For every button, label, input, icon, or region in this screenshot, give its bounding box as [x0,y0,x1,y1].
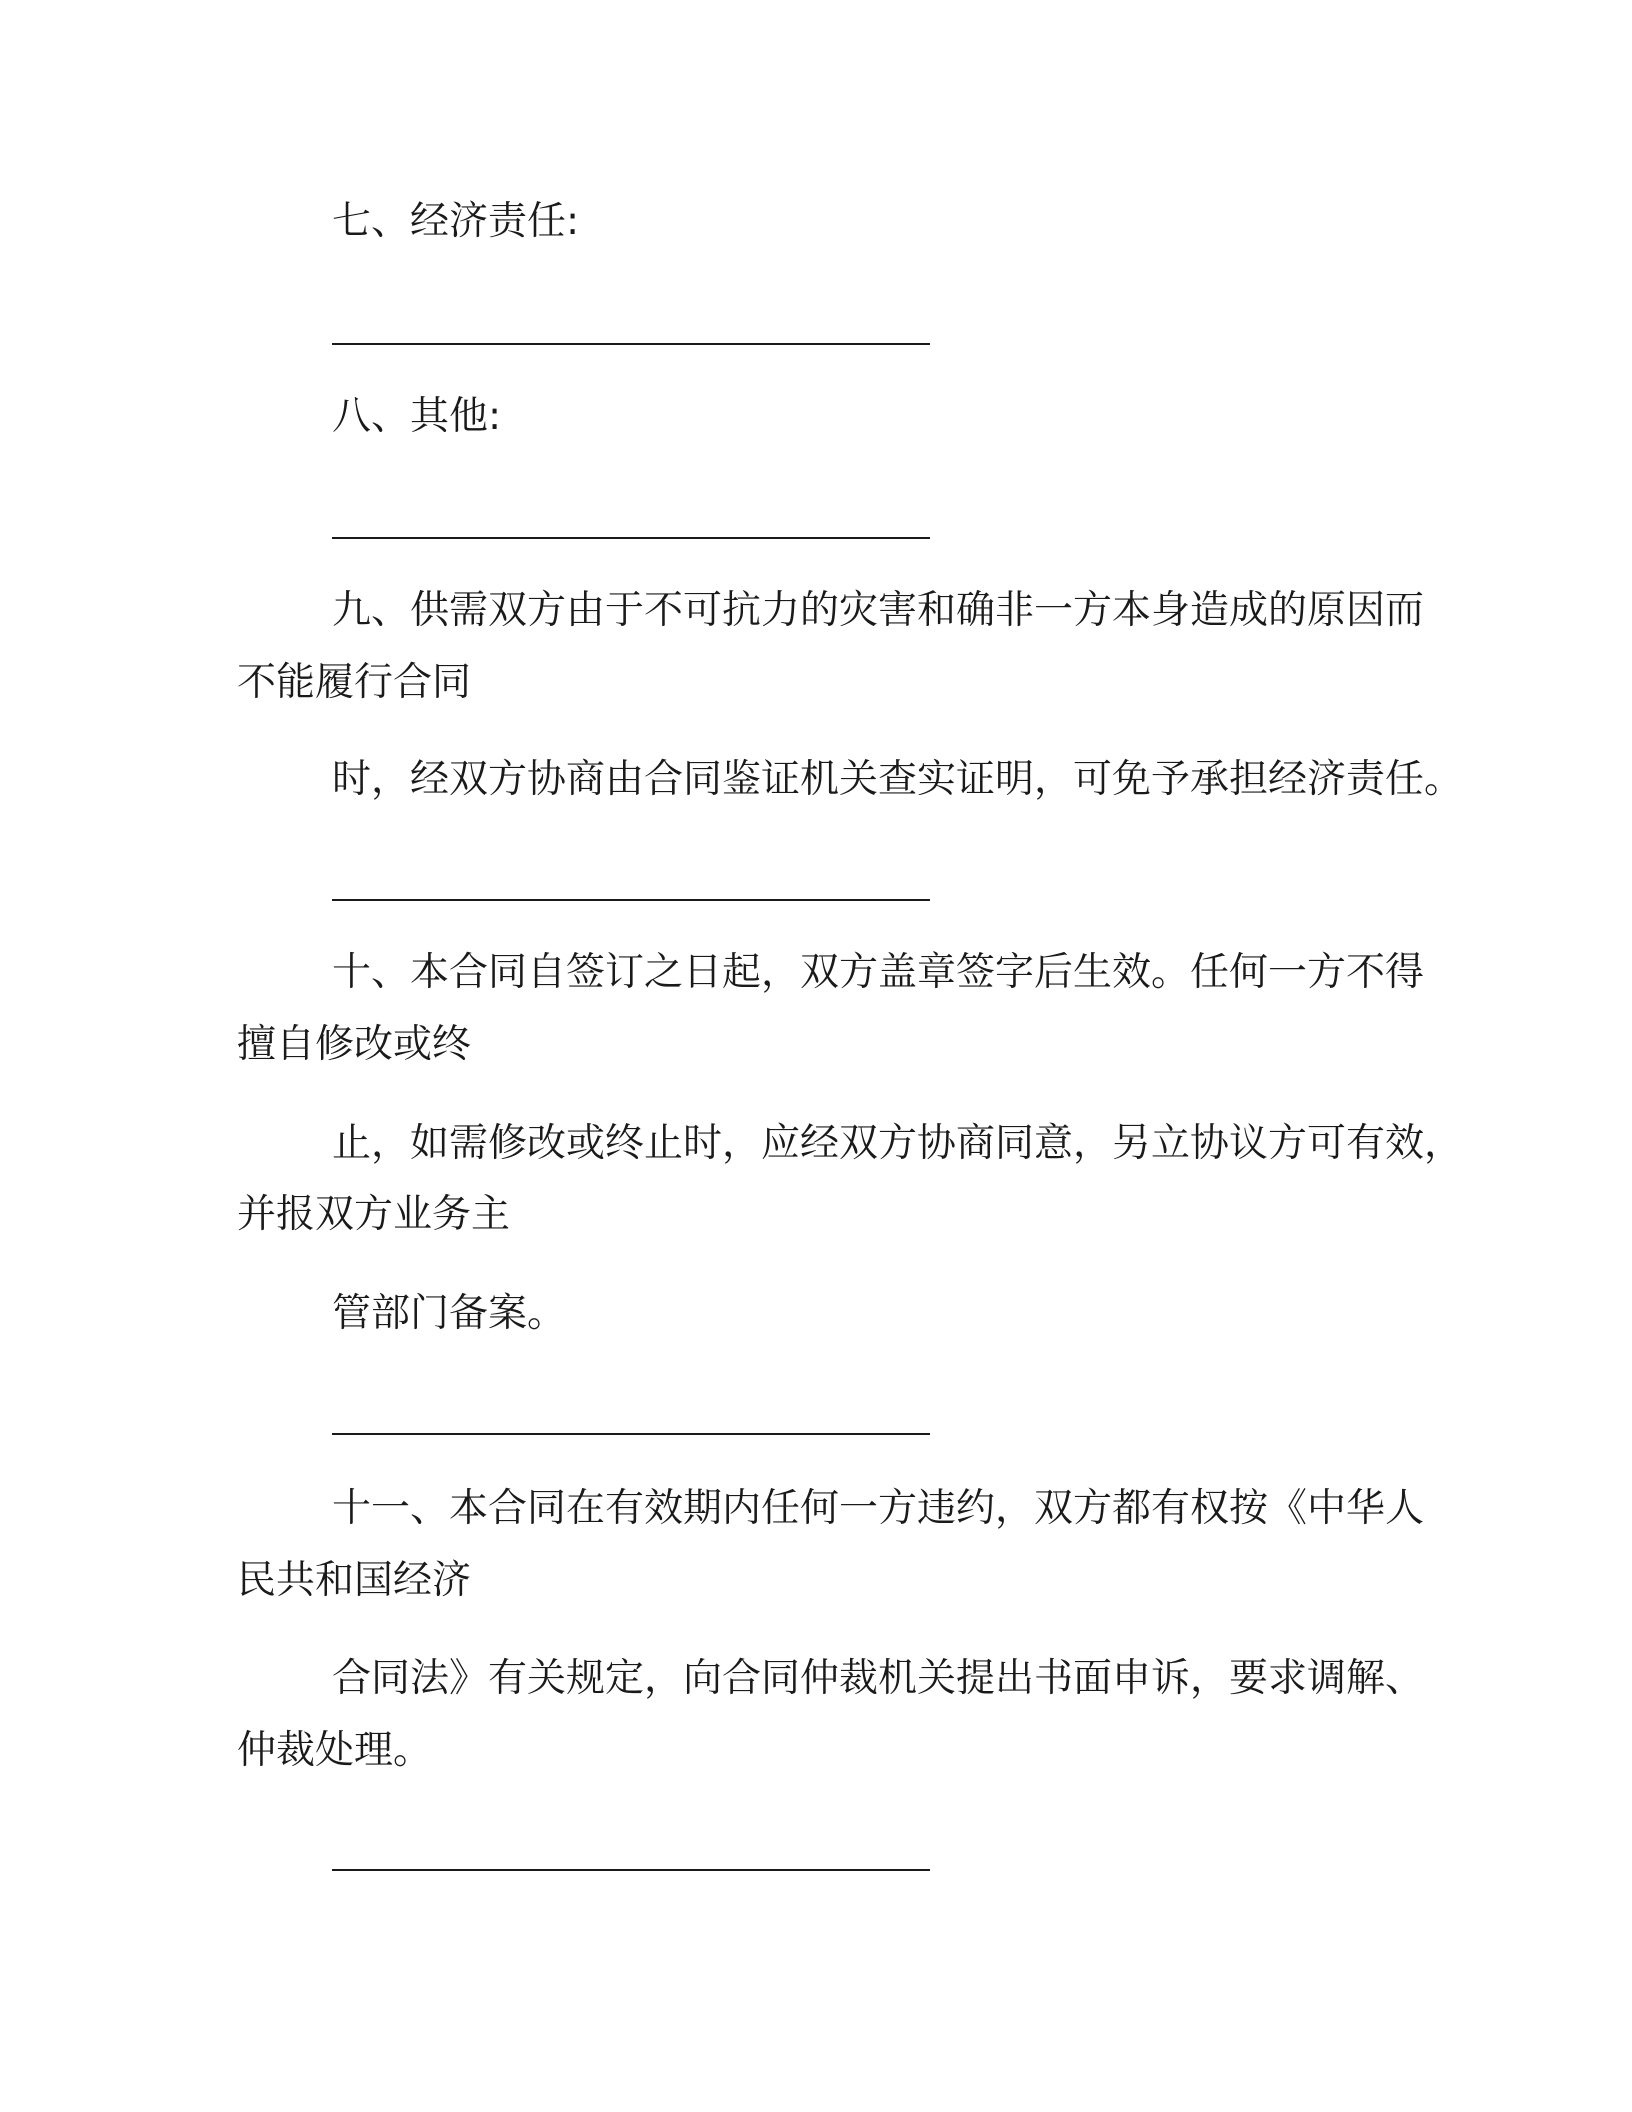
section-10-line-5: 管部门备案。 [332,1291,567,1336]
blank-fill-line-4 [332,1433,930,1435]
blank-fill-line-5 [332,1869,930,1871]
blank-fill-line-2 [332,537,930,539]
section-11-line-2: 民共和国经济 [237,1558,472,1603]
blank-fill-line-3 [332,899,930,901]
section-10-line-2: 擅自修改或终 [237,1022,472,1067]
section-10-line-1: 十、本合同自签订之日起，双方盖章签字后生效。任何一方不得 [332,950,1425,995]
section-11-line-4: 仲裁处理。 [237,1728,433,1773]
section-9-line-1: 九、供需双方由于不可抗力的灾害和确非一方本身造成的原因而 [332,588,1425,633]
section-10-line-4: 并报双方业务主 [237,1192,511,1237]
section-11-line-3: 合同法》有关规定，向合同仲裁机关提出书面申诉，要求调解、 [332,1656,1425,1701]
section-7-heading: 七、经济责任: [332,199,580,244]
section-11-line-1: 十一、本合同在有效期内任何一方违约，双方都有权按《中华人 [332,1486,1425,1531]
section-9-line-2: 不能履行合同 [237,660,472,705]
section-10-line-3: 止，如需修改或终止时，应经双方协商同意，另立协议方可有效， [332,1121,1464,1166]
section-8-heading: 八、其他: [332,394,502,439]
blank-fill-line-1 [332,343,930,345]
section-9-line-3: 时，经双方协商由合同鉴证机关查实证明，可免予承担经济责任。 [332,757,1464,802]
